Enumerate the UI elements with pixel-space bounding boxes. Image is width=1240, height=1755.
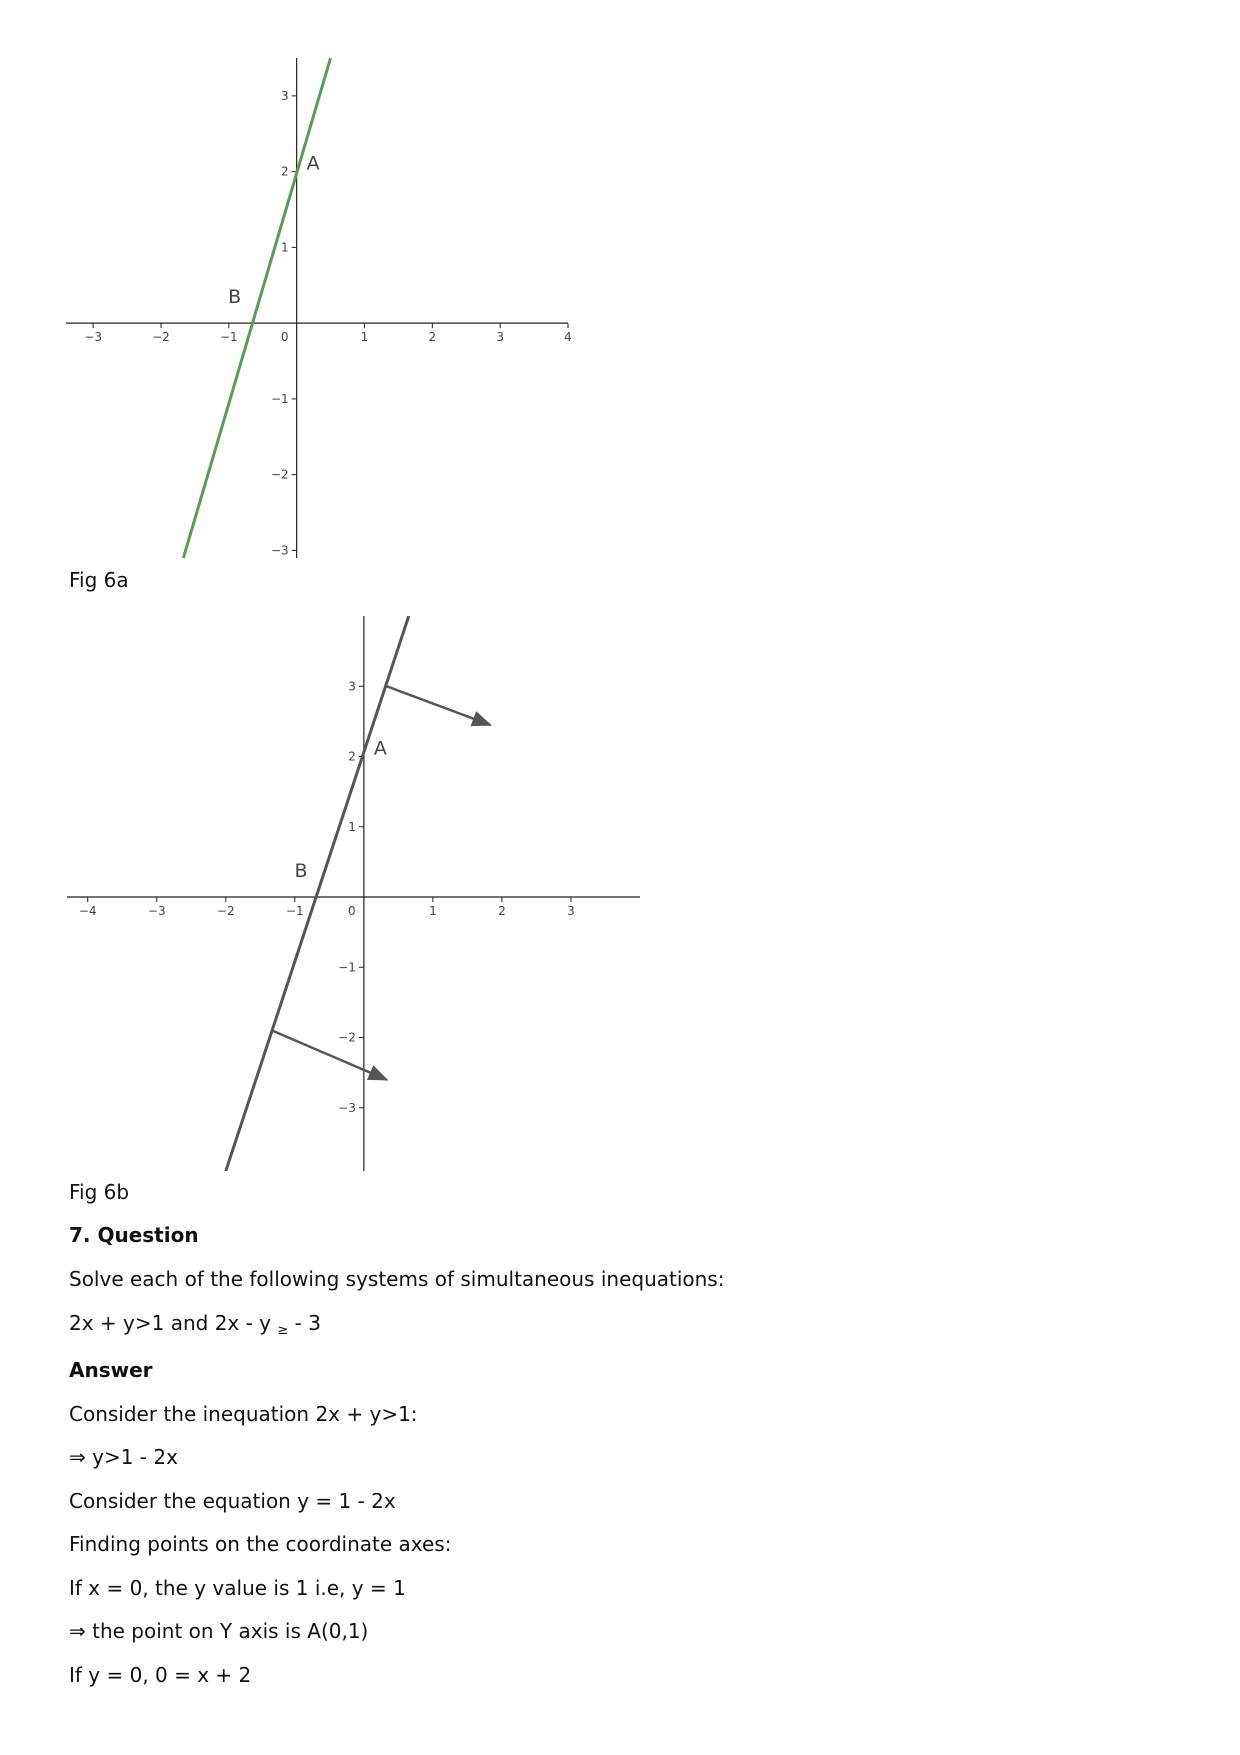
answer-line: Consider the inequation 2x + y>1:: [69, 1402, 418, 1426]
expression-part-1: 2x + y>1 and 2x - y: [69, 1311, 278, 1335]
x-tick-label: 4: [564, 330, 572, 345]
point-label-b: B: [228, 286, 242, 309]
figure-6a-graph: [62, 48, 582, 558]
y-tick-label: −1: [338, 960, 356, 975]
x-tick-label: 3: [567, 904, 575, 919]
answer-title: Answer: [69, 1358, 153, 1382]
figure-6b-caption: Fig 6b: [69, 1180, 130, 1204]
x-tick-label: −3: [147, 904, 166, 919]
y-tick-label: 3: [281, 88, 289, 103]
x-tick-label: −1: [285, 904, 304, 919]
x-tick-label: −2: [216, 904, 235, 919]
y-tick-label: 2: [348, 749, 356, 764]
y-tick-label: −1: [270, 391, 289, 406]
answer-line: If y = 0, 0 = x + 2: [69, 1663, 252, 1687]
point-label-a: A: [373, 737, 387, 760]
y-tick-label: −2: [338, 1030, 356, 1045]
x-tick-label: 1: [429, 904, 437, 919]
x-tick-label: 2: [428, 330, 437, 345]
region-arrow: [387, 686, 491, 725]
boundary-line: [226, 616, 409, 1171]
region-arrow: [272, 1030, 387, 1079]
y-tick-label: −3: [270, 543, 289, 558]
figure-6a-caption: Fig 6a: [69, 568, 129, 592]
x-tick-label: −4: [78, 904, 97, 919]
x-tick-label: 0: [348, 904, 356, 919]
x-tick-label: 0: [280, 330, 289, 345]
answer-line: Finding points on the coordinate axes:: [69, 1532, 452, 1556]
y-tick-label: −2: [270, 467, 289, 482]
expression-geq-symbol: ≥: [277, 1323, 289, 1338]
question-prompt: Solve each of the following systems of simultaneous inequations:: [69, 1267, 725, 1291]
figure-6b-graph: [62, 616, 662, 1171]
point-label-a: A: [306, 152, 320, 175]
x-tick-label: 3: [496, 330, 504, 345]
x-tick-label: 1: [360, 330, 369, 345]
answer-line: If x = 0, the y value is 1 i.e, y = 1: [69, 1576, 406, 1600]
answer-line: ⇒ the point on Y axis is A(0,1): [69, 1619, 369, 1643]
x-tick-label: −3: [84, 330, 102, 345]
x-tick-label: 2: [498, 904, 506, 919]
answer-line: Consider the equation y = 1 - 2x: [69, 1489, 396, 1513]
x-tick-label: −2: [152, 330, 170, 345]
x-tick-label: −1: [219, 330, 238, 345]
question-title: 7. Question: [69, 1223, 199, 1247]
y-tick-label: 2: [281, 164, 289, 179]
y-tick-label: −3: [338, 1100, 356, 1115]
answer-line: ⇒ y>1 - 2x: [69, 1445, 178, 1469]
y-tick-label: 1: [281, 240, 289, 255]
point-label-b: B: [294, 860, 308, 883]
boundary-line: [183, 58, 330, 558]
expression-part-2: - 3: [288, 1311, 321, 1335]
question-expression: [69, 1311, 321, 1338]
y-tick-label: 1: [348, 819, 356, 834]
y-tick-label: 3: [348, 679, 356, 694]
